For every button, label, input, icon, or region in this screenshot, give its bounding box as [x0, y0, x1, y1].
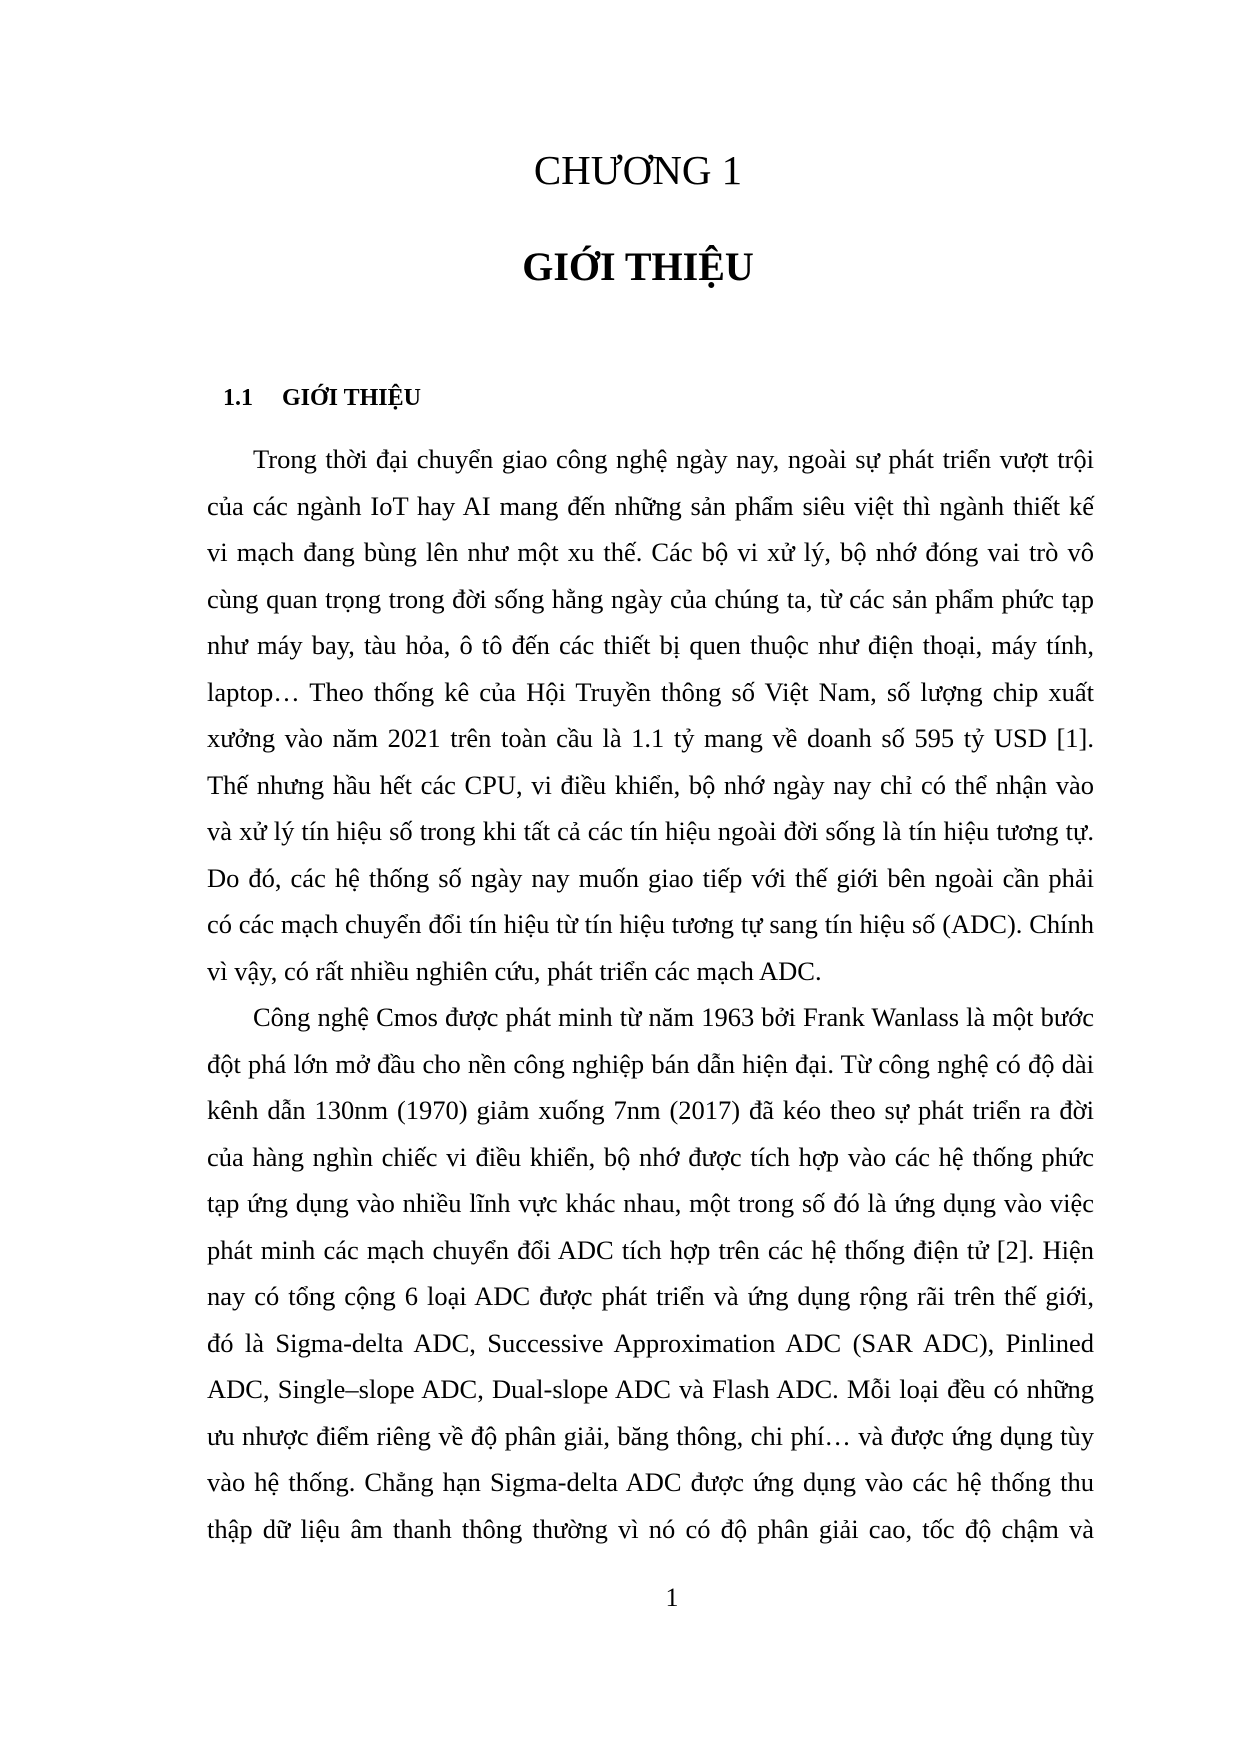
- section-heading: [223, 383, 421, 413]
- body-text: [207, 436, 1094, 1552]
- text-line: thập dữ liệu âm thanh thông thường vì nó có độ phân giải cao, tốc độ chậm và: [207, 1513, 1094, 1544]
- text-line: phát minh các mạch chuyển đổi ADC tích hợp trên các hệ thống điện tử [2]. Hiện: [207, 1234, 1094, 1265]
- text-line: có các mạch chuyển đổi tín hiệu từ tín hiệu tương tự sang tín hiệu số (ADC). Chính: [207, 909, 1094, 939]
- text-line: đó là Sigma-delta ADC, Successive Approximation ADC (SAR ADC), Pinlined: [207, 1327, 1094, 1358]
- text-line: Công nghệ Cmos được phát minh từ năm 1963 bởi Frank Wanlass là một bước: [253, 1002, 1094, 1032]
- text-line: Do đó, các hệ thống số ngày nay muốn giao tiếp với thế giới bên ngoài cần phải: [207, 862, 1094, 893]
- text-line: Thế nhưng hầu hết các CPU, vi điều khiển, bộ nhớ ngày nay chỉ có thể nhận vào: [207, 769, 1094, 800]
- chapter-title: GIỚI THIỆU: [522, 244, 754, 289]
- text-line: xưởng vào năm 2021 trên toàn cầu là 1.1 tỷ mang về doanh số 595 tỷ USD [1].: [207, 723, 1094, 753]
- section-number: 1.1: [223, 385, 253, 411]
- paragraph-2: [207, 994, 1094, 1552]
- text-line: tạp ứng dụng vào nhiều lĩnh vực khác nhau, một trong số đó là ứng dụng vào việc: [207, 1188, 1094, 1218]
- text-line: của các ngành IoT hay AI mang đến những sản phẩm siêu việt thì ngành thiết kế: [207, 490, 1094, 521]
- chapter-label: CHƯƠNG 1: [533, 147, 743, 193]
- text-line: kênh dẫn 130nm (1970) giảm xuống 7nm (2017) đã kéo theo sự phát triển ra đời: [207, 1095, 1094, 1125]
- text-line: vào hệ thống. Chẳng hạn Sigma-delta ADC được ứng dụng vào các hệ thống thu: [207, 1467, 1094, 1497]
- text-line: và xử lý tín hiệu số trong khi tất cả các tín hiệu ngoài đời sống là tín hiệu tương tự.: [207, 816, 1094, 846]
- text-line: laptop… Theo thống kê của Hội Truyền thông số Việt Nam, số lượng chip xuất: [207, 676, 1094, 707]
- text-line: ADC, Single–slope ADC, Dual-slope ADC và Flash ADC. Mỗi loại đều có những: [207, 1374, 1094, 1404]
- page-number: 1: [665, 1583, 679, 1612]
- text-line: vì vậy, có rất nhiều nghiên cứu, phát triển các mạch ADC.: [207, 955, 822, 986]
- text-line: vi mạch đang bùng lên như một xu thế. Các bộ vi xử lý, bộ nhớ đóng vai trò vô: [207, 537, 1094, 567]
- text-line: của hàng nghìn chiếc vi điều khiển, bộ nhớ được tích hợp vào các hệ thống phức: [207, 1141, 1094, 1172]
- text-line: nay có tổng cộng 6 loại ADC được phát triển và ứng dụng rộng rãi trên thế giới,: [207, 1281, 1094, 1311]
- paragraph-1: [207, 436, 1094, 994]
- text-line: ưu nhược điểm riêng về độ phân giải, băng thông, chi phí… và được ứng dụng tùy: [207, 1420, 1094, 1451]
- section-title: GIỚI THIỆU: [282, 385, 421, 411]
- text-line: cùng quan trọng trong đời sống hằng ngày của chúng ta, từ các sản phẩm phức tạp: [207, 583, 1094, 614]
- text-line: Trong thời đại chuyển giao công nghệ ngày nay, ngoài sự phát triển vượt trội: [253, 444, 1094, 474]
- text-line: như máy bay, tàu hỏa, ô tô đến các thiết bị quen thuộc như điện thoại, máy tính,: [207, 630, 1094, 660]
- text-line: đột phá lớn mở đầu cho nền công nghiệp bán dẫn hiện đại. Từ công nghệ có độ dài: [207, 1048, 1094, 1079]
